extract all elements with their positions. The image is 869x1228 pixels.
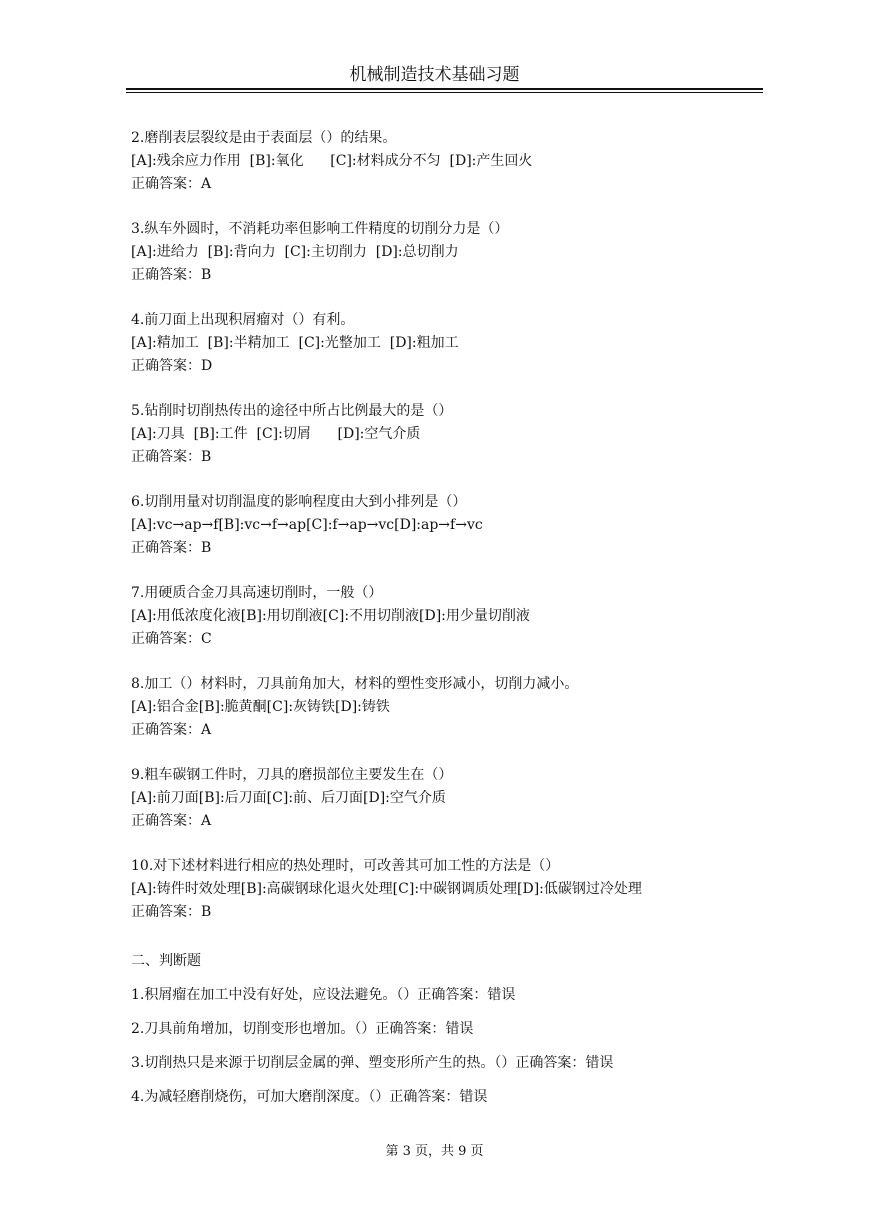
- true-false-item: 4.为减轻磨削烧伤，可加大磨削深度。（）正确答案：错误: [131, 1089, 488, 1105]
- page-header-title: 机械制造技术基础习题: [349, 65, 520, 85]
- question-answer: 正确答案：A: [131, 722, 212, 738]
- question-options: [A]:刀具 [B]:工件 [C]:切屑 [D]:空气介质: [131, 426, 421, 442]
- question-options: [A]:精加工 [B]:半精加工 [C]:光整加工 [D]:粗加工: [131, 335, 459, 351]
- question-options: [A]:进给力 [B]:背向力 [C]:主切削力 [D]:总切削力: [131, 244, 459, 260]
- page-number-footer: 第 3 页，共 9 页: [385, 1144, 484, 1159]
- question-stem: 2.磨削表层裂纹是由于表面层（）的结果。: [131, 130, 397, 146]
- document-body: [131, 127, 771, 1109]
- question-answer: 正确答案：B: [131, 540, 212, 556]
- question-options: [A]:用低浓度化液[B]:用切削液[C]:不用切削液[D]:用少量切削液: [131, 608, 530, 624]
- question-4: [131, 309, 771, 378]
- question-answer: 正确答案：B: [131, 904, 212, 920]
- section-title-true-false: 二、判断题: [131, 953, 201, 969]
- question-6: [131, 491, 771, 560]
- question-8: [131, 673, 771, 742]
- question-options: [A]:铸件时效处理[B]:高碳钢球化退火处理[C]:中碳钢调质处理[D]:低碳钢过冷处理: [131, 881, 642, 897]
- question-stem: 7.用硬质合金刀具高速切削时，一般（）: [131, 585, 383, 601]
- true-false-item: 2.刀具前角增加，切削变形也增加。（）正确答案：错误: [131, 1021, 474, 1037]
- question-stem: 9.粗车碳钢工件时，刀具的磨损部位主要发生在（）: [131, 767, 453, 783]
- question-stem: 6.切削用量对切削温度的影响程度由大到小排列是（）: [131, 494, 467, 510]
- question-answer: 正确答案：D: [131, 358, 213, 374]
- true-false-item: 1.积屑瘤在加工中没有好处，应设法避免。（）正确答案：错误: [131, 987, 516, 1003]
- question-9: [131, 764, 771, 833]
- header-rule-thick: [126, 88, 763, 90]
- question-10: [131, 855, 771, 924]
- question-stem: 4.前刀面上出现积屑瘤对（）有利。: [131, 312, 355, 328]
- question-answer: 正确答案：A: [131, 176, 212, 192]
- question-answer: 正确答案：A: [131, 813, 212, 829]
- question-stem: 8.加工（）材料时，刀具前角加大，材料的塑性变形减小，切削力减小。: [131, 676, 579, 692]
- question-options: [A]:残余应力作用 [B]:氧化 [C]:材料成分不匀 [D]:产生回火: [131, 153, 533, 169]
- true-false-item: 3.切削热只是来源于切削层金属的弹、塑变形所产生的热。（）正确答案：错误: [131, 1055, 614, 1071]
- question-answer: 正确答案：C: [131, 631, 212, 647]
- question-stem: 10.对下述材料进行相应的热处理时，可改善其可加工性的方法是（）: [131, 858, 560, 874]
- question-options: [A]:vc→ap→f[B]:vc→f→ap[C]:f→ap→vc[D]:ap→f→vc: [131, 517, 483, 533]
- question-options: [A]:铝合金[B]:脆黄酮[C]:灰铸铁[D]:铸铁: [131, 699, 390, 715]
- question-options: [A]:前刀面[B]:后刀面[C]:前、后刀面[D]:空气介质: [131, 790, 446, 806]
- question-2: [131, 127, 771, 196]
- question-stem: 5.钻削时切削热传出的途径中所占比例最大的是（）: [131, 403, 453, 419]
- question-3: [131, 218, 771, 287]
- question-stem: 3.纵车外圆时，不消耗功率但影响工件精度的切削分力是（）: [131, 221, 509, 237]
- question-5: [131, 400, 771, 469]
- header-rule-thin: [126, 92, 763, 93]
- question-answer: 正确答案：B: [131, 267, 212, 283]
- question-answer: 正确答案：B: [131, 449, 212, 465]
- question-7: [131, 582, 771, 651]
